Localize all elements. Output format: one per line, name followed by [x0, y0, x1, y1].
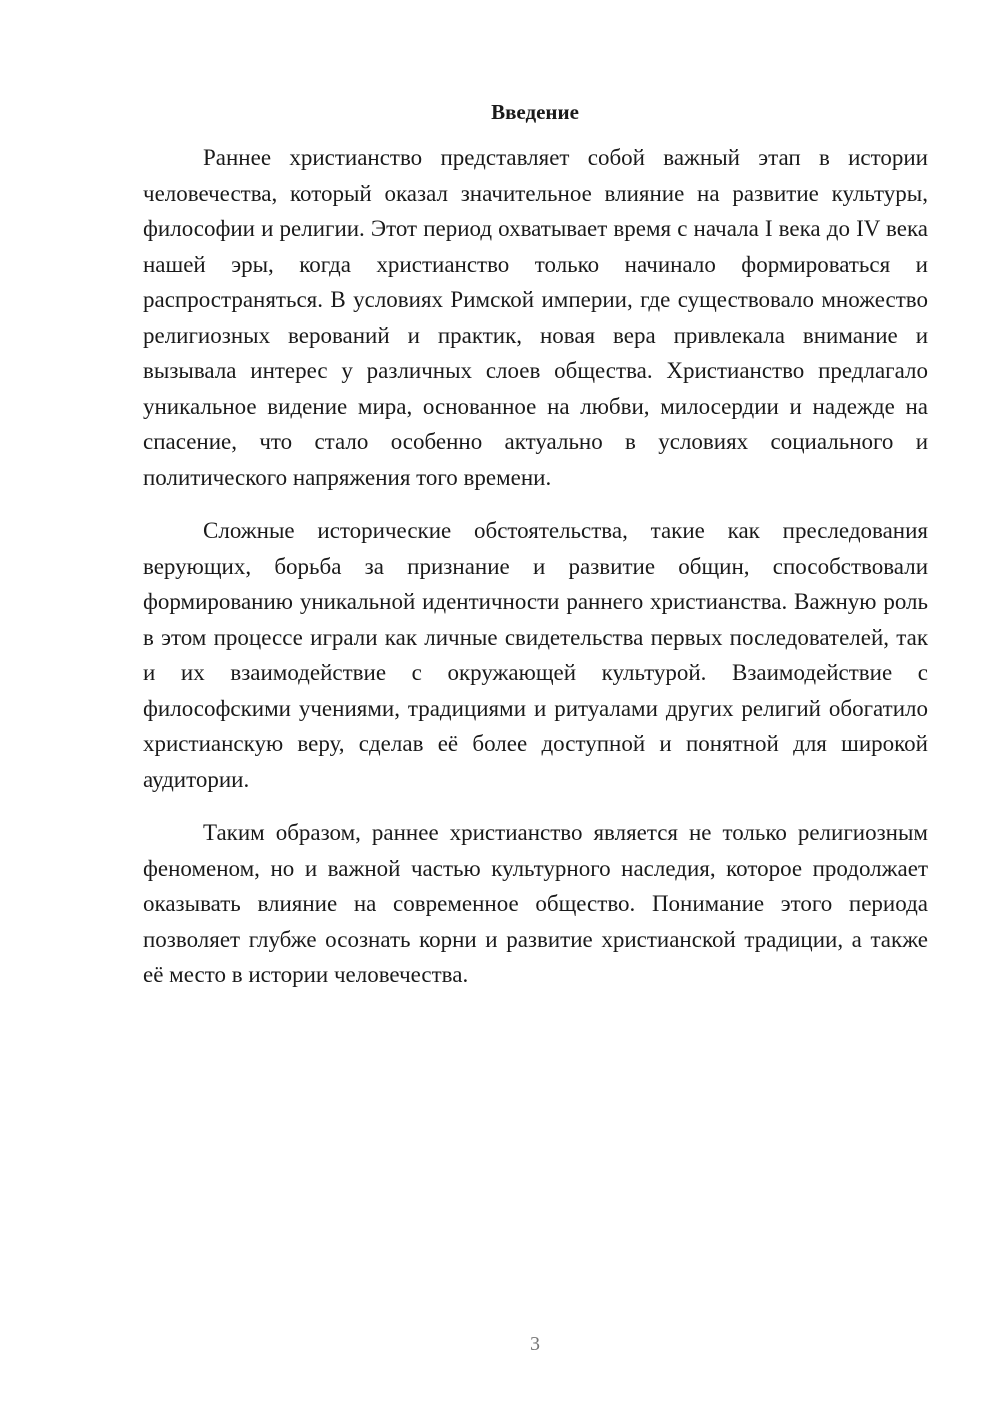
paragraph-3: Таким образом, раннее христианство является не только религиозным феноменом, но и важной частью культурного наследия, которое продолжает оказывать влияние на современное общество. Понимание этого периода позволяет глубже осознать корни и развитие христианской традиции, а также её место в истории человечества.	[143, 820, 928, 987]
paragraph-2: Сложные исторические обстоятельства, такие как преследования верующих, борьба за признание и развитие общин, способствовали формированию уникальной идентичности раннего христианства. Важную роль в этом процессе играли как личные свидетельства первых последователей, так и их взаимодействие с окружающей культурой. Взаимодействие с философскими учениями, традициями и ритуалами других религий обогатило христианскую веру, сделав её более доступной и понятной для широкой аудитории.	[143, 518, 928, 792]
paragraph-1: Раннее христианство представляет собой важный этап в истории человечества, который оказал значительное влияние на развитие культуры, философии и религии. Этот период охватывает время с начала I века до IV века нашей эры, когда христианство только начинало формироваться и распространяться. В условиях Римской империи, где существовало множество религиозных верований и практик, новая вера привлекала внимание и вызывала интерес у различных слоев общества. Христианство предлагало уникальное видение мира, основанное на любви, милосердии и надежде на спасение, что стало особенно актуально в условиях социального и политического напряжения того времени.	[143, 145, 928, 490]
page-title: Введение	[491, 100, 579, 124]
body-text	[143, 140, 928, 1011]
page-number: 3	[530, 1333, 540, 1355]
